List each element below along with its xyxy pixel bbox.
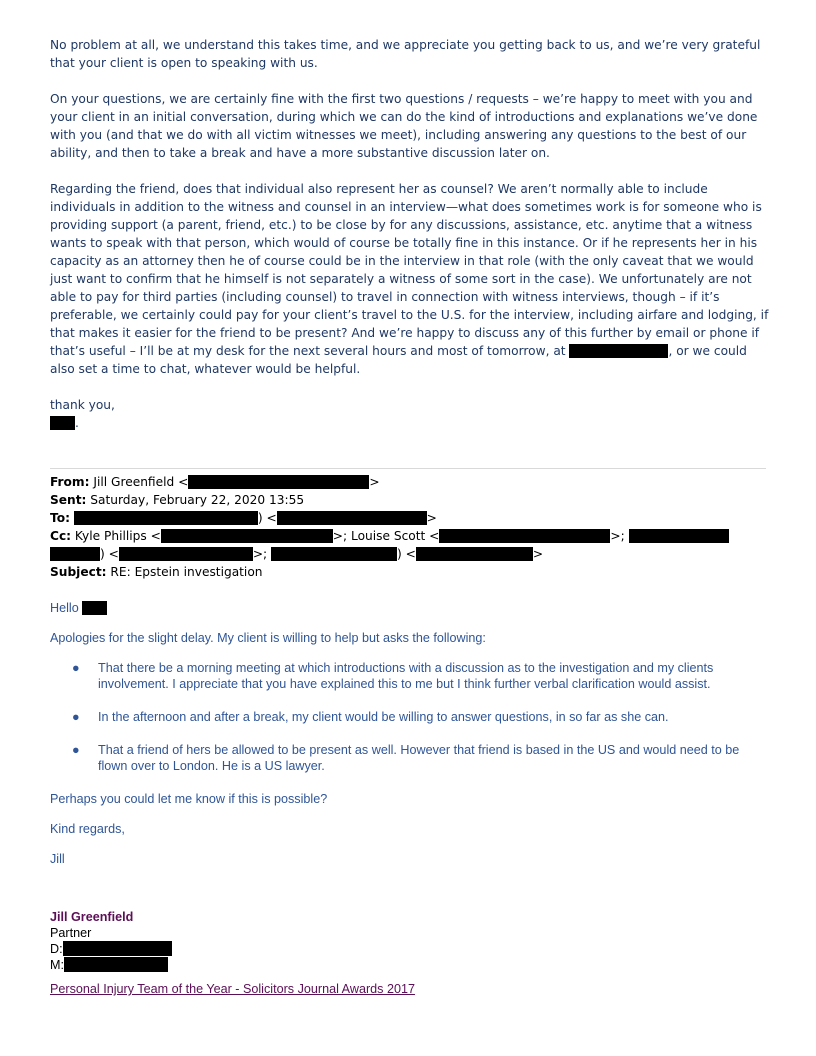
reply-paragraph-2: On your questions, we are certainly fine with the first two questions / requests – we’re happy to meet with you and your client in an initial conversation, during which we can do the kind of introductions and explanations we’ve done with you (and that we do with all victim witnesses we meet), including answering any questions to the best of our ability, and then to take a break and have a more substantive discussion later on. <box>50 92 758 160</box>
original-intro: Apologies for the slight delay. My client is willing to help but asks the following: <box>50 631 486 645</box>
bullet-icon: ● <box>72 710 80 724</box>
original-greeting <box>50 600 770 616</box>
cc-sep-5: ) < <box>397 547 416 561</box>
cc-sep-1: >; Louise Scott < <box>332 529 440 543</box>
redacted-mobile-number <box>64 957 168 972</box>
from-label: From: <box>50 475 90 489</box>
sent-value: Saturday, February 22, 2020 13:55 <box>86 493 305 507</box>
request-item-3 <box>50 742 770 774</box>
subject-label: Subject: <box>50 565 107 579</box>
reply-closing: thank you, <box>50 398 115 412</box>
redacted-cc-email-1 <box>161 529 333 543</box>
cc-label: Cc: <box>50 529 72 543</box>
request-text-1: That there be a morning meeting at which introductions with a discussion as to the investigation and my clients involvement. I appreciate that you have explained this to me but I think further verbal clarification would assist. <box>98 661 714 691</box>
award-link[interactable]: Personal Injury Team of the Year - Solicitors Journal Awards 2017 <box>50 982 415 996</box>
closing-suffix: . <box>75 416 79 430</box>
request-text-3: That a friend of hers be allowed to be present as well. However that friend is based in the US and would need to be flown over to London. He is a US lawyer. <box>98 743 740 773</box>
cc-name-1: Kyle Phillips < <box>71 529 161 543</box>
cc-close: > <box>532 547 544 561</box>
subject-value: RE: Epstein investigation <box>106 565 263 579</box>
signature-block <box>50 909 770 973</box>
request-list <box>50 660 770 774</box>
redacted-recipient-name <box>82 601 107 615</box>
reply-paragraph-3 <box>50 180 770 378</box>
request-text-2: In the afternoon and after a break, my client would be willing to answer questions, in so far as she can. <box>98 710 669 724</box>
original-question: Perhaps you could let me know if this is possible? <box>50 792 328 806</box>
message-header <box>50 473 770 581</box>
bullet-icon: ● <box>72 661 80 675</box>
reply-paragraph-1: No problem at all, we understand this takes time, and we appreciate you getting back to us, and we’re very grateful that your client is open to speaking with us. <box>50 38 761 70</box>
to-label: To: <box>50 511 70 525</box>
reply-body <box>50 36 770 432</box>
redacted-cc-email-4 <box>416 547 533 561</box>
request-item-1 <box>50 660 770 692</box>
signature-title: Partner <box>50 926 92 940</box>
redacted-direct-number <box>63 941 172 956</box>
header-divider <box>50 468 766 469</box>
redacted-to-email <box>277 511 427 525</box>
bullet-icon: ● <box>72 743 80 757</box>
redacted-to-name <box>74 511 258 525</box>
cc-line <box>50 527 770 545</box>
redacted-from-email <box>188 475 369 489</box>
signature-mobile-line <box>50 957 770 973</box>
subject-line <box>50 563 770 581</box>
cc-sep-3: ) < <box>100 547 119 561</box>
from-close: > <box>369 475 380 489</box>
redacted-cc-email-3 <box>119 547 253 561</box>
cc-sep-4: >; <box>252 547 268 561</box>
request-item-2 <box>50 709 770 725</box>
signature-name: Jill Greenfield <box>50 910 134 924</box>
redacted-cc-name-3 <box>629 529 729 543</box>
mobile-label: M: <box>50 958 64 972</box>
sent-label: Sent: <box>50 493 87 507</box>
from-name: Jill Greenfield < <box>89 475 189 489</box>
sent-line <box>50 491 770 509</box>
cc-sep-2: >; <box>610 529 625 543</box>
redacted-cc-name-3b <box>50 547 100 561</box>
reply-signature-line <box>50 414 770 432</box>
cc-line-2 <box>50 545 770 563</box>
redacted-cc-name-4 <box>271 547 397 561</box>
to-line <box>50 509 770 527</box>
reply-paragraph-3-text: Regarding the friend, does that individual also represent her as counsel? We aren’t normally able to include individuals in addition to the witness and counsel in an interview—what does sometimes work is for someone who is providing support (a parent, friend, etc.) to be close by for any discussions, assistance, etc. anytime that a witness wants to speak with that person, which would of course be totally fine in this instance. Or if he represents her in his capacity as an attorney then he of course could be in the interview in that role (with the only caveat that we would just want to confirm that he himself is not separately a witness of some sort in the case). We unfortunately are not able to pay for third parties (including counsel) to travel in connection with witness interviews, though – if it’s preferable, we certainly could pay for your client’s travel to the U.S. for the interview, including airfare and lodging, if that makes it easier for the friend to be present? And we’re happy to discuss any of this further by email or phone if that’s useful – I’ll be at my desk for the next several hours and most of tomorrow, at <box>50 182 769 358</box>
to-close: > <box>426 511 437 525</box>
redacted-phone <box>569 344 668 358</box>
signature-direct-line <box>50 941 770 957</box>
greeting-text: Hello <box>50 601 79 615</box>
reply-paragraph-3-end: , or we could also set a time to chat, whatever would be helpful. <box>50 344 747 376</box>
original-regards: Kind regards, <box>50 822 125 836</box>
original-signoff: Jill <box>50 852 65 866</box>
direct-label: D: <box>50 942 63 956</box>
redacted-sender-name <box>50 416 75 430</box>
to-mid: ) < <box>257 511 277 525</box>
original-message-body <box>50 600 770 881</box>
redacted-cc-email-2 <box>439 529 610 543</box>
from-line <box>50 473 770 491</box>
